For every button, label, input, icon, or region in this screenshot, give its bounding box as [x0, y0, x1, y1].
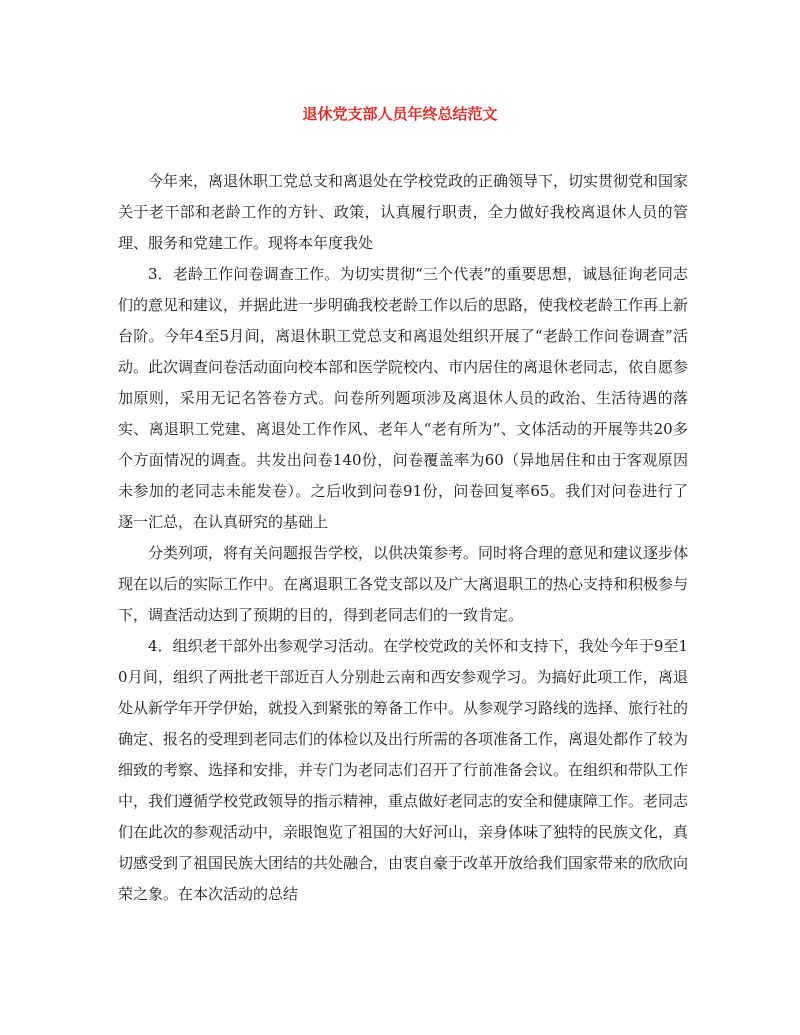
paragraph-trip: 4．组织老干部外出参观学习活动。在学校党政的关怀和支持下，我处今年于9至10月间，组织了两批老干部近百人分别赴云南和西安参观学习。为搞好此项工作，离退处从新学年开学伊始，就投入到紧张的筹备工作中。从参观学习路线的选择、旅行社的确定、报名的受理到老同志们的体检以及出行所需的各项准备工作，离退处都作了较为细致的考察、选择和安排，并专门为老同志们召开了行前准备会议。在组织和带队工作中，我们遵循学校党政领导的指示精神，重点做好老同志的安全和健康障工作。老同志们在此次的参观活动中，亲眼饱览了祖国的大好河山，亲身体味了独特的民族文化，真切感受到了祖国民族大团结的共处融合，由衷自豪于改革开放给我们国家带来的欣欣向荣之象。在本次活动的总结 [118, 637, 689, 903]
paragraph-survey: 3．老龄工作问卷调查工作。为切实贯彻“三个代表”的重要思想，诚恳征询老同志们的意见和建议，并据此进一步明确我校老龄工作以后的思路，使我校老龄工作再上新台阶。今年4至5月间，离退休职工党总支和离退处组织开展了“老龄工作问卷调查”活动。此次调查问卷活动面向校本部和医学院校内、市内居住的离退休老同志，依自愿参加原则，采用无记名答卷方式。问卷所列题项涉及离退休人员的政治、生活待遇的落实、离退职工党建、离退处工作作风、老年人“老有所为”、文体活动的开展等共20多个方面情况的调查。共发出问卷140份，问卷覆盖率为60（异地居住和由于客观原因未参加的老同志未能发卷）。之后收到问卷91份，问卷回复率65。我们对问卷进行了逐一汇总，在认真研究的基础上 [118, 265, 689, 531]
document-title: 退休党支部人员年终总结范文 [302, 105, 498, 123]
paragraph-intro: 今年来，离退休职工党总支和离退处在学校党政的正确领导下，切实贯彻党和国家关于老干部和老龄工作的方针、政策，认真履行职责，全力做好我校离退休人员的管理、服务和党建工作。现将本年度我处 [118, 172, 689, 252]
document-body [118, 166, 688, 910]
paragraph-classification: 分类列项，将有关问题报告学校，以供决策参考。同时将合理的意见和建议逐步体现在以后的实际工作中。在离退职工各党支部以及广大离退职工的热心支持和积极参与下，调查活动达到了预期的目的，得到老同志们的一致肯定。 [118, 544, 689, 624]
